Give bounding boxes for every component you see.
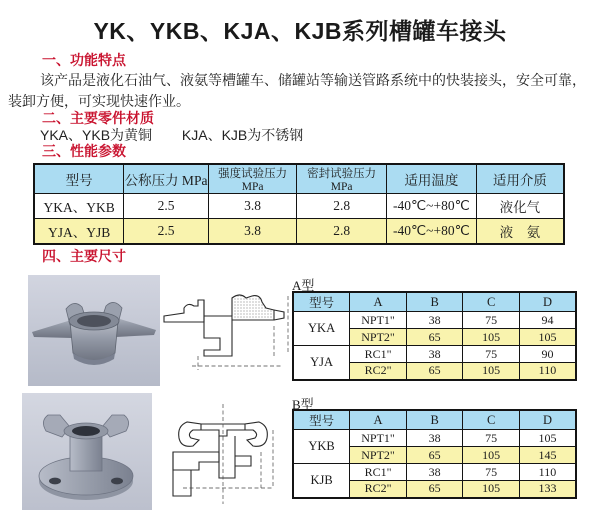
drawing-a-body [204,300,232,356]
drawing-a-left-lever [164,300,204,322]
cell-d: 110 [519,363,576,380]
dim-b-col-a: A [350,410,407,430]
dim-b-col-d: D [519,410,576,430]
photo-b-bolt-hole-right [111,478,123,485]
cell-thread: NPT2" [350,329,407,346]
cell-seal: 2.8 [297,194,387,219]
cell-c: 75 [463,430,520,447]
cell-thread: NPT1" [350,430,407,447]
dim-a-row-yka-npt1 [293,312,576,329]
cell-b: 65 [406,329,462,346]
cell-seal: 2.8 [297,219,387,244]
dim-a-col-a: A [350,292,407,312]
spec-col-temperature: 适用温度 [386,164,476,194]
cell-b: 65 [406,447,462,464]
cell-b: 38 [406,312,462,329]
dim-b-row-kjb-rc1 [293,464,576,481]
cell-thread: RC2" [350,363,407,380]
cell-c: 105 [463,447,520,464]
product-photo-type-a [28,275,160,386]
cell-model: YKA、YKB [34,194,124,219]
dim-a-col-model: 型号 [293,292,350,312]
material-stainless: KJA、KJB为不锈钢 [181,127,304,143]
drawing-b-right-nub [235,456,251,466]
cell-d: 133 [519,481,576,498]
cell-nominal: 2.5 [124,219,209,244]
spec-row-yka-ykb [34,194,564,219]
dim-a-row-yja-rc1 [293,346,576,363]
cell-model: YJA、YJB [34,219,124,244]
cell-thread: NPT2" [350,447,407,464]
dimension-drawing-type-b [163,400,289,510]
cell-c: 75 [463,312,520,329]
cell-d: 145 [519,447,576,464]
cell-b: 65 [406,363,462,380]
section2-heading: 二、主要零件材质 [42,110,154,126]
cell-c: 105 [463,363,520,380]
cell-b: 38 [406,346,462,363]
spec-col-strength-test: 强度试验压力MPa [208,164,297,194]
drawing-b-center-body [219,436,235,478]
dim-table-a-label: A型 [292,278,315,293]
cell-thread: RC1" [350,346,407,363]
dimension-table-type-a [292,291,577,381]
product-photo-type-b [22,393,152,510]
dim-b-row-ykb-npt1 [293,430,576,447]
cell-temp: -40℃~+80℃ [386,219,476,244]
cell-medium: 液化气 [476,194,564,219]
drawing-b-left-claw [179,422,201,446]
cell-model-kjb: KJB [293,464,350,498]
dim-b-col-c: C [463,410,520,430]
section4-heading: 四、主要尺寸 [42,248,126,264]
cell-b: 38 [406,464,462,481]
spec-row-yja-yjb [34,219,564,244]
drawing-b-right-claw [245,422,267,446]
photo-b-bore [72,426,100,436]
dim-a-col-b: B [406,292,462,312]
cell-strength: 3.8 [208,219,297,244]
cell-d: 110 [519,464,576,481]
cell-nominal: 2.5 [124,194,209,219]
dim-b-col-b: B [406,410,462,430]
cell-thread: RC2" [350,481,407,498]
cell-model-yka: YKA [293,312,350,346]
drawing-b-flange-lower [173,452,191,496]
dim-a-col-c: C [463,292,520,312]
dim-a-header-row [293,292,576,312]
cell-d: 90 [519,346,576,363]
material-brass: YKA、YKB为黄铜 [40,127,153,143]
cell-d: 94 [519,312,576,329]
spec-col-nominal-pressure: 公称压力 MPa [124,164,209,194]
drawing-a-pipe-end [274,310,284,320]
dimension-drawing-type-a [162,286,292,374]
cell-c: 105 [463,481,520,498]
cell-c: 105 [463,329,520,346]
drawing-a-claw-section [232,295,274,320]
cell-d: 105 [519,430,576,447]
dimension-table-type-b [292,409,577,499]
spec-col-model: 型号 [34,164,124,194]
performance-spec-table [33,163,565,245]
drawing-b-flange-step [173,452,219,470]
dim-b-col-model: 型号 [293,410,350,430]
cell-thread: RC1" [350,464,407,481]
dim-table-b-label: B型 [292,397,314,412]
cell-c: 75 [463,464,520,481]
cell-thread: NPT1" [350,312,407,329]
cell-medium: 液 氨 [476,219,564,244]
photo-a-bore [77,315,111,327]
spec-col-medium: 适用介质 [476,164,564,194]
cell-b: 65 [406,481,462,498]
page-title: YK、YKB、KJA、KJB系列槽罐车接头 [93,18,507,44]
cell-c: 75 [463,346,520,363]
section1-body: 该产品是液化石油气、液氨等槽罐车、储罐站等输送管路系统中的快装接头，安全可靠，装卸方便，可实现快速作业。 [8,72,586,109]
photo-b-bolt-hole-left [49,478,61,485]
section3-heading: 三、性能参数 [42,143,126,159]
cell-temp: -40℃~+80℃ [386,194,476,219]
spec-header-row [34,164,564,194]
cell-model-yja: YJA [293,346,350,380]
section1-heading: 一、功能特点 [42,52,126,68]
spec-col-seal-test: 密封试验压力MPa [297,164,387,194]
cell-b: 38 [406,430,462,447]
dim-a-col-d: D [519,292,576,312]
cell-d: 105 [519,329,576,346]
dim-b-header-row [293,410,576,430]
cell-strength: 3.8 [208,194,297,219]
cell-model-ykb: YKB [293,430,350,464]
